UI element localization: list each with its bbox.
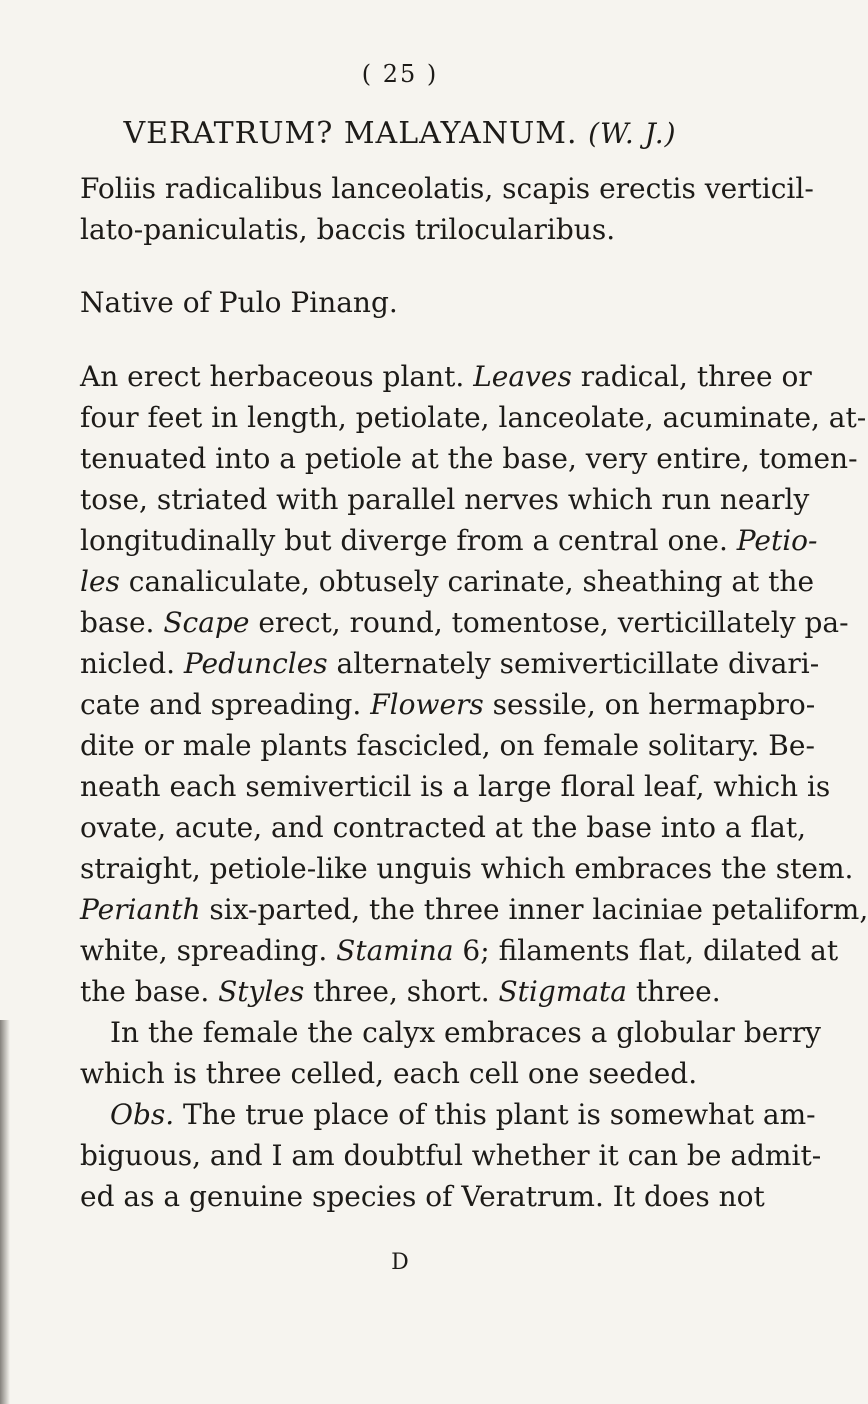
obs-line: biguous, and I am doubtful whether it can be admit- xyxy=(80,1139,822,1172)
description-line: four feet in length, petiolate, lanceolate, acuminate, at- xyxy=(80,401,867,434)
term-styles: Styles xyxy=(218,975,305,1008)
diagnosis-line: Foliis radicalibus lanceolatis, scapis erectis verticil- xyxy=(80,172,814,205)
page-edge-shadow xyxy=(0,1020,10,1404)
native-line: Native of Pulo Pinang. xyxy=(80,286,398,319)
description-paragraph xyxy=(80,356,868,1012)
description-line: nicled. Peduncles alternately semiverticillate divari- xyxy=(80,647,820,680)
description-line: tenuated into a petiole at the base, very entire, tomen- xyxy=(80,442,858,475)
description-line: dite or male plants fascicled, on female solitary. Be- xyxy=(80,729,815,762)
signature-mark: D xyxy=(391,1250,409,1275)
term-peduncles: Peduncles xyxy=(183,647,328,680)
term-scape: Scape xyxy=(163,606,250,639)
species-title xyxy=(0,116,800,151)
description-line: les canaliculate, obtusely carinate, sheathing at the xyxy=(80,565,815,598)
description-line: white, spreading. Stamina 6; filaments flat, dilated at xyxy=(80,934,839,967)
diagnosis-paragraph xyxy=(80,168,814,250)
term-leaves: Leaves xyxy=(473,360,572,393)
diagnosis-line: lato-paniculatis, baccis trilocularibus. xyxy=(80,213,616,246)
description-line: cate and spreading. Flowers sessile, on hermapbro- xyxy=(80,688,816,721)
description-line: straight, petiole-like unguis which embraces the stem. xyxy=(80,852,854,885)
description-line: the base. Styles three, short. Stigmata three. xyxy=(80,975,721,1008)
description-line: ovate, acute, and contracted at the base into a flat, xyxy=(80,811,806,844)
female-line: which is three celled, each cell one seeded. xyxy=(80,1057,698,1090)
species-authority: (W. J.) xyxy=(588,117,677,150)
description-line: base. Scape erect, round, tomentose, verticillately pa- xyxy=(80,606,849,639)
description-line: neath each semiverticil is a large floral leaf, which is xyxy=(80,770,831,803)
description-line: tose, striated with parallel nerves which run nearly xyxy=(80,483,810,516)
description-line: An erect herbaceous plant. Leaves radical, three or xyxy=(80,360,812,393)
obs-line: ed as a genuine species of Veratrum. It does not xyxy=(80,1180,765,1213)
obs-label: Obs. xyxy=(110,1098,175,1131)
term-flowers: Flowers xyxy=(370,688,484,721)
term-perianth: Perianth xyxy=(80,893,201,926)
description-line: Perianth six-parted, the three inner laciniae petaliform, xyxy=(80,893,868,926)
obs-line: Obs. The true place of this plant is somewhat am- xyxy=(110,1098,816,1131)
description-line: longitudinally but diverge from a central one. Petio- xyxy=(80,524,818,557)
term-petioles-cont: les xyxy=(80,565,120,598)
female-line: In the female the calyx embraces a globular berry xyxy=(110,1016,821,1049)
term-stamina: Stamina xyxy=(336,934,454,967)
obs-paragraph xyxy=(80,1094,822,1217)
term-petioles: Petio- xyxy=(736,524,818,557)
species-name: VERATRUM? MALAYANUM. xyxy=(123,116,578,151)
page-number: ( 25 ) xyxy=(361,60,439,88)
term-stigmata: Stigmata xyxy=(498,975,628,1008)
female-paragraph xyxy=(80,1012,821,1094)
native-paragraph xyxy=(80,282,730,323)
